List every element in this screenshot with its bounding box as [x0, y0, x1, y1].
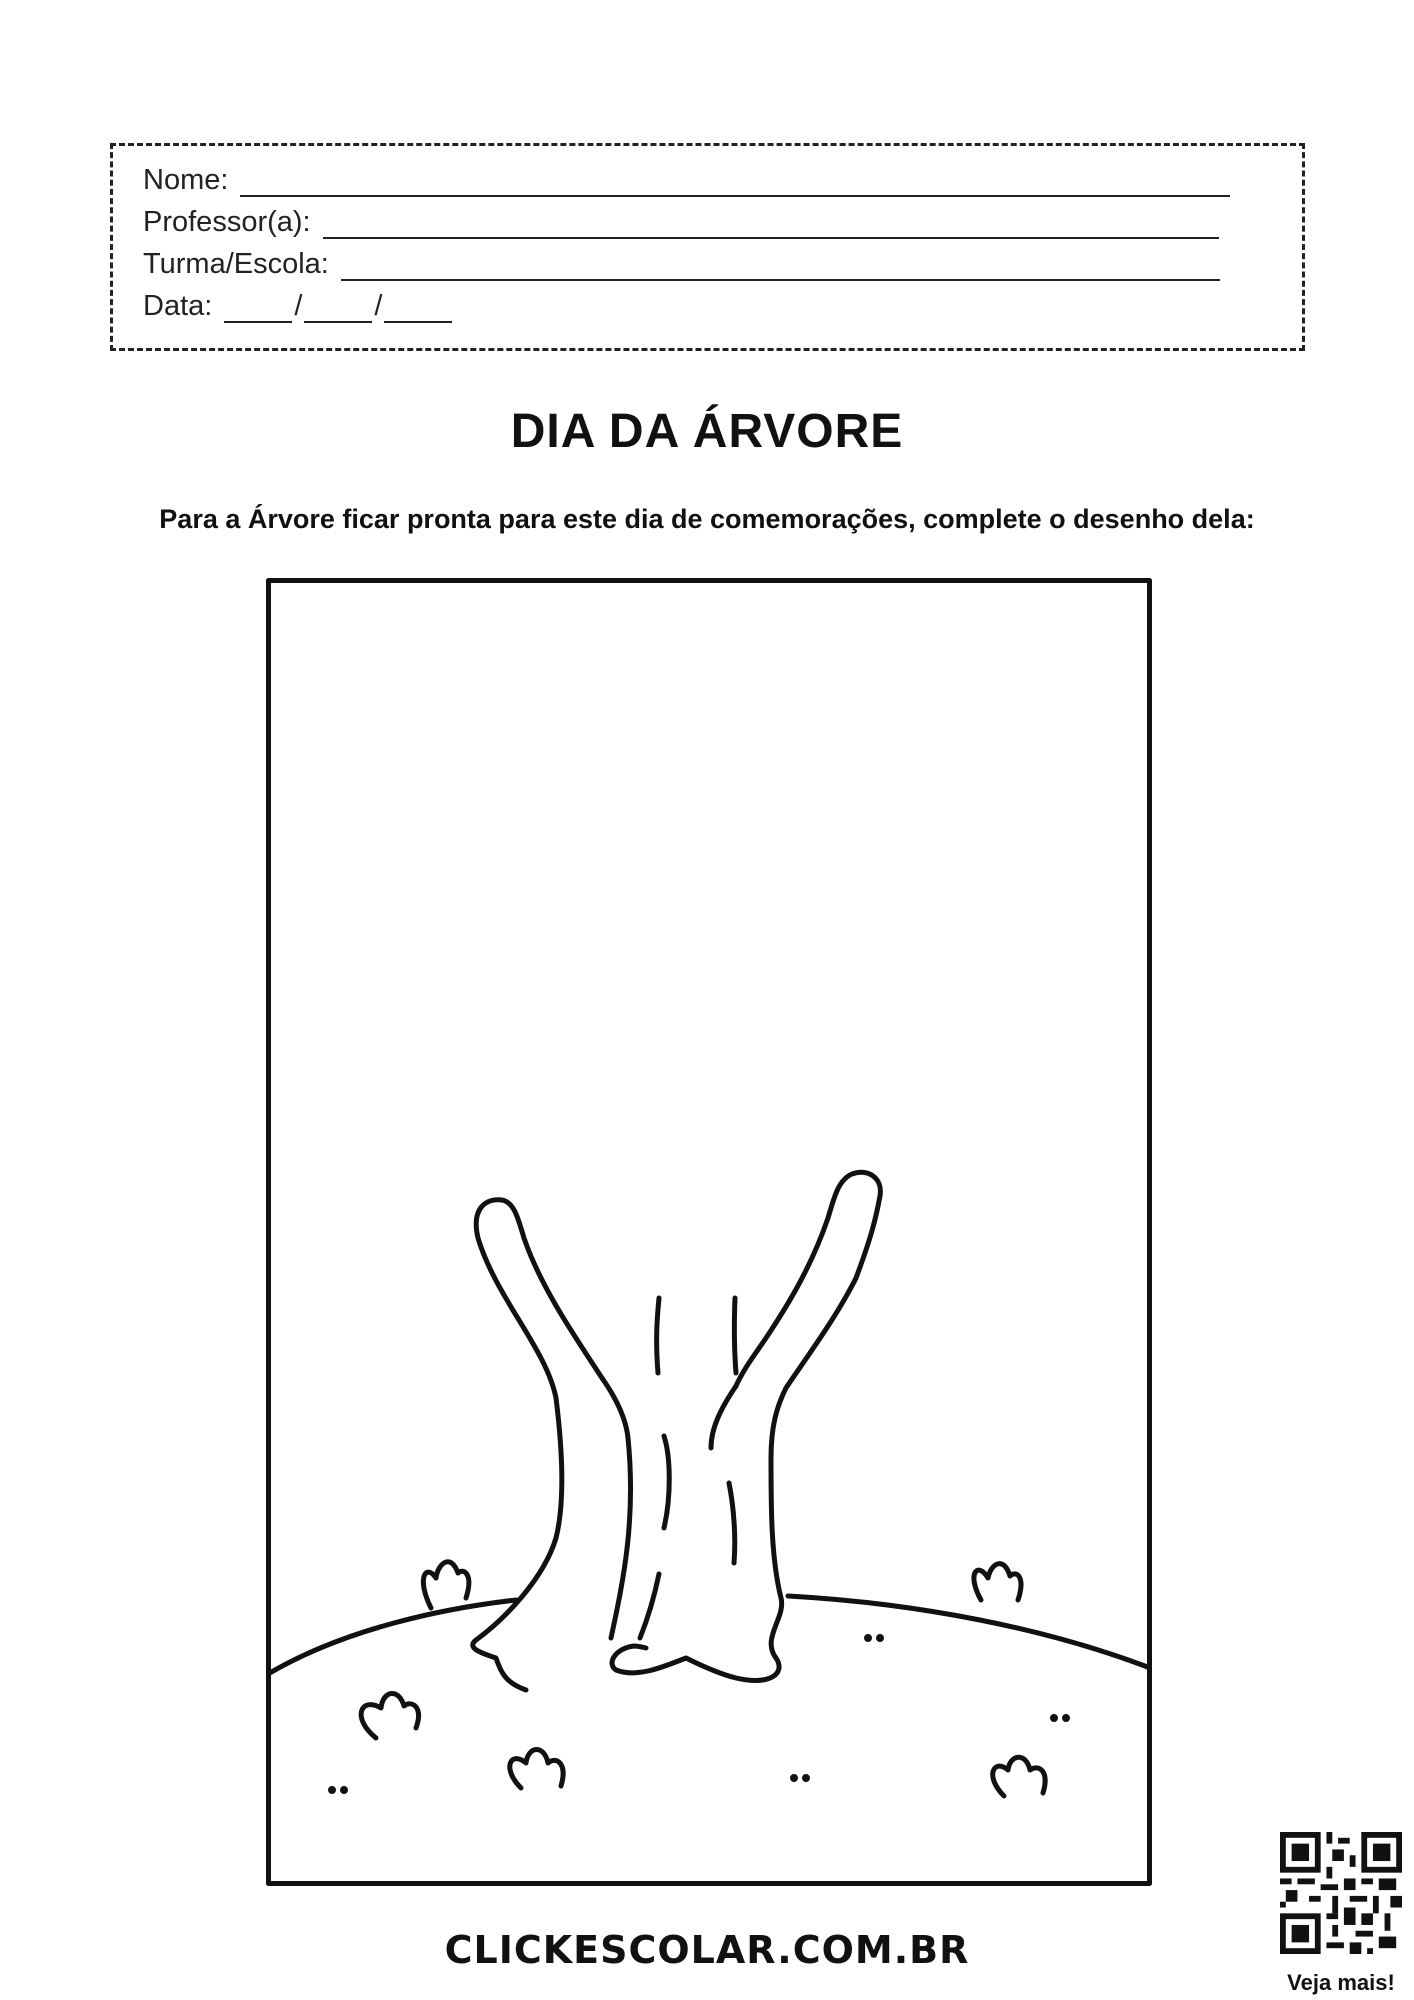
class-label: Turma/Escola:: [143, 248, 329, 280]
teacher-line[interactable]: [323, 213, 1219, 239]
class-line[interactable]: [341, 255, 1220, 281]
student-info-box: [110, 143, 1305, 351]
page-title: DIA DA ÁRVORE: [510, 405, 904, 458]
footer-site-logo: CLICKESCOLAR.COM.BR: [444, 1928, 970, 1972]
bare-tree-icon: [268, 1172, 1150, 1796]
date-month-blank[interactable]: [304, 297, 372, 323]
name-field: [143, 164, 1230, 197]
teacher-field: [143, 206, 1219, 239]
date-label: Data:: [143, 290, 213, 322]
date-year-blank[interactable]: [384, 297, 452, 323]
instruction-text: Para a Árvore ficar pronta para este dia de comemorações, complete o desenho dela:: [159, 504, 1255, 534]
drawing-frame-border: [269, 581, 1150, 1884]
teacher-label: Professor(a):: [143, 206, 311, 238]
date-separator: /: [374, 290, 383, 322]
name-label: Nome:: [143, 164, 229, 196]
date-day-blank[interactable]: [224, 297, 292, 323]
class-field: [143, 248, 1220, 281]
date-field: [143, 290, 452, 323]
date-separator: /: [294, 290, 303, 322]
qr-caption: Veja mais!: [1287, 1970, 1395, 1995]
qr-code-icon[interactable]: [1280, 1832, 1402, 1954]
name-line[interactable]: [240, 171, 1230, 197]
tree-drawing-area[interactable]: [266, 578, 1152, 1886]
